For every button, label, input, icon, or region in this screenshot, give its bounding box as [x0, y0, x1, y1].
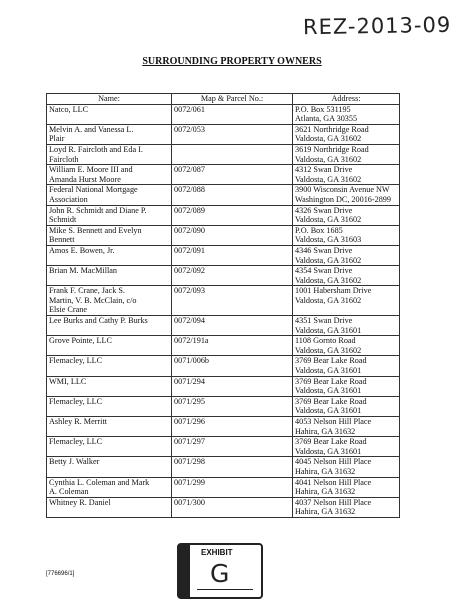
address-cell — [293, 225, 400, 245]
owner-name-line: Plair — [49, 134, 65, 144]
address-cell — [293, 165, 400, 185]
table-row — [47, 437, 400, 457]
address-line: Valdosta, GA 31602 — [295, 154, 362, 164]
owner-name-cell — [47, 497, 172, 517]
column-header-address: Address: — [293, 94, 400, 105]
address-line: Valdosta, GA 31602 — [295, 345, 362, 355]
table-row — [47, 336, 400, 356]
owner-name-line: Association — [49, 194, 88, 204]
owner-name-cell — [47, 376, 172, 396]
table-row — [47, 165, 400, 185]
parcel-number-cell: 0071/299 — [172, 477, 293, 497]
owner-name-cell — [47, 144, 172, 164]
address-cell — [293, 497, 400, 517]
address-line: 4351 Swan Drive — [295, 316, 353, 326]
address-line: Valdosta, GA 31602 — [295, 134, 362, 144]
address-cell — [293, 417, 400, 437]
address-line: Hahira, GA 31632 — [295, 507, 356, 517]
owner-name-line: Flemacley, LLC — [49, 437, 103, 447]
address-line: Valdosta, GA 31602 — [295, 174, 362, 184]
owner-name-line: Federal National Mortgage — [49, 185, 138, 195]
parcel-number-cell: 0072/191a — [172, 336, 293, 356]
owner-name-cell — [47, 185, 172, 205]
parcel-number-cell: 0071/300 — [172, 497, 293, 517]
owner-name-line: Betty J. Walker — [49, 457, 100, 467]
address-cell — [293, 477, 400, 497]
address-line: 3769 Bear Lake Road — [295, 356, 367, 366]
owner-name-line: Amanda Hurst Moore — [49, 174, 121, 184]
owner-name-line: Martin, V. B. McClain, c/o — [49, 295, 137, 305]
owner-name-line: A. Coleman — [49, 487, 89, 497]
address-cell — [293, 286, 400, 316]
address-line: 1108 Gornto Road — [295, 336, 356, 346]
parcel-number-cell: 0071/006b — [172, 356, 293, 376]
owner-name-line: Lee Burks and Cathy P. Burks — [49, 316, 148, 326]
address-line: Valdosta, GA 31601 — [295, 366, 362, 376]
table-row — [47, 104, 400, 124]
exhibit-sticker — [177, 543, 263, 599]
owner-name-cell — [47, 124, 172, 144]
owner-name-line: John R. Schmidt and Diane P. — [49, 205, 147, 215]
address-cell — [293, 124, 400, 144]
address-line: Valdosta, GA 31603 — [295, 235, 362, 245]
parcel-number-cell — [172, 144, 293, 164]
owner-name-line: Brian M. MacMillan — [49, 266, 117, 276]
owner-name-cell — [47, 336, 172, 356]
owner-name-cell — [47, 205, 172, 225]
table-row — [47, 205, 400, 225]
owner-name-line: Cynthia L. Coleman and Mark — [49, 477, 150, 487]
owners-table — [46, 93, 400, 518]
address-line: Hahira, GA 31632 — [295, 487, 356, 497]
address-cell — [293, 144, 400, 164]
address-line: 3769 Bear Lake Road — [295, 396, 367, 406]
parcel-number-cell: 0072/087 — [172, 165, 293, 185]
address-line: 4037 Nelson Hill Place — [295, 497, 372, 507]
address-line: Valdosta, GA 31601 — [295, 386, 362, 396]
owner-name-cell — [47, 356, 172, 376]
address-line: 4041 Nelson Hill Place — [295, 477, 372, 487]
address-line: Valdosta, GA 31602 — [295, 215, 362, 225]
parcel-number-cell: 0072/061 — [172, 104, 293, 124]
table-row — [47, 497, 400, 517]
parcel-number-cell: 0072/094 — [172, 316, 293, 336]
owner-name-line: Bennett — [49, 235, 75, 245]
address-cell — [293, 205, 400, 225]
owner-name-cell — [47, 286, 172, 316]
address-line: Valdosta, GA 31601 — [295, 406, 362, 416]
address-cell — [293, 336, 400, 356]
owner-name-line: William E. Moore III and — [49, 165, 133, 175]
table-row — [47, 266, 400, 286]
address-line: Valdosta, GA 31602 — [295, 295, 362, 305]
address-line: Valdosta, GA 31601 — [295, 446, 362, 456]
address-line: 3619 Northridge Road — [295, 144, 369, 154]
sticker-brand-band — [179, 545, 190, 597]
address-line: 3769 Bear Lake Road — [295, 437, 367, 447]
parcel-number-cell: 0072/090 — [172, 225, 293, 245]
address-line: 4312 Swan Drive — [295, 165, 353, 175]
owner-name-line: Ashley R. Merritt — [49, 417, 107, 426]
parcel-number-cell: 0072/093 — [172, 286, 293, 316]
owner-name-cell — [47, 225, 172, 245]
owner-name-line: Mike S. Bennett and Evelyn — [49, 225, 142, 235]
address-line: Hahira, GA 31632 — [295, 426, 356, 436]
exhibit-label: EXHIBIT — [201, 548, 233, 557]
address-line: Atlanta, GA 30355 — [295, 114, 358, 124]
table-row — [47, 457, 400, 477]
table-row — [47, 477, 400, 497]
address-cell — [293, 266, 400, 286]
table-row — [47, 185, 400, 205]
address-cell — [293, 104, 400, 124]
parcel-number-cell: 0071/298 — [172, 457, 293, 477]
owner-name-cell — [47, 316, 172, 336]
address-cell — [293, 437, 400, 457]
parcel-number-cell: 0071/297 — [172, 437, 293, 457]
address-cell — [293, 356, 400, 376]
column-header-name: Name: — [47, 94, 172, 105]
table-row — [47, 396, 400, 416]
owner-name-cell — [47, 417, 172, 437]
owner-name-line: Elsie Crane — [49, 305, 87, 315]
owner-name-cell — [47, 104, 172, 124]
address-line: 3621 Northridge Road — [295, 124, 369, 134]
owner-name-cell — [47, 266, 172, 286]
parcel-number-cell: 0072/089 — [172, 205, 293, 225]
address-cell — [293, 185, 400, 205]
table-row — [47, 286, 400, 316]
page-title: SURROUNDING PROPERTY OWNERS — [142, 56, 322, 67]
owner-name-cell — [47, 477, 172, 497]
owner-name-cell — [47, 165, 172, 185]
table-row — [47, 245, 400, 265]
owner-name-line: Flemacley, LLC — [49, 396, 103, 406]
column-header-parcel: Map & Parcel No.: — [172, 94, 293, 105]
sticker-brand-text: ALL-STATE LEGAL — [191, 546, 198, 594]
address-line: 4354 Swan Drive — [295, 266, 353, 276]
address-line: 4053 Nelson Hill Place — [295, 417, 372, 426]
address-line: 3769 Bear Lake Road — [295, 376, 367, 386]
owner-name-line: Grove Pointe, LLC — [49, 336, 112, 346]
owner-name-cell — [47, 245, 172, 265]
address-line: 4346 Swan Drive — [295, 245, 353, 255]
parcel-number-cell: 0072/088 — [172, 185, 293, 205]
address-line: Hahira, GA 31632 — [295, 466, 356, 476]
address-cell — [293, 245, 400, 265]
owner-name-line: Faircloth — [49, 154, 79, 164]
parcel-number-cell: 0071/296 — [172, 417, 293, 437]
address-cell — [293, 396, 400, 416]
document-id-footnote: [776696/1] — [46, 571, 75, 577]
address-line: 4326 Swan Drive — [295, 205, 353, 215]
parcel-number-cell: 0072/091 — [172, 245, 293, 265]
owner-name-line: Schmidt — [49, 215, 77, 225]
table-row — [47, 225, 400, 245]
owner-name-cell — [47, 437, 172, 457]
exhibit-underline — [197, 589, 253, 590]
owner-name-line: Melvin A. and Vanessa L. — [49, 124, 134, 134]
owner-name-line: Flemacley, LLC — [49, 356, 103, 366]
handwritten-reference: REZ-2013-09 — [302, 12, 452, 40]
address-line: 4045 Nelson Hill Place — [295, 457, 372, 467]
address-line: Washington DC, 20016-2899 — [295, 194, 391, 204]
table-row — [47, 316, 400, 336]
exhibit-value: G — [210, 559, 230, 588]
address-line: Valdosta, GA 31601 — [295, 325, 362, 335]
table-row — [47, 417, 400, 437]
parcel-number-cell: 0071/294 — [172, 376, 293, 396]
address-cell — [293, 376, 400, 396]
address-line: Valdosta, GA 31602 — [295, 255, 362, 265]
table-row — [47, 124, 400, 144]
address-line: P.O. Box 531195 — [295, 104, 351, 114]
owner-name-line: Whitney R. Daniel — [49, 497, 111, 507]
owner-name-line: Loyd R. Faircloth and Eda I. — [49, 144, 143, 154]
table-row — [47, 356, 400, 376]
owner-name-cell — [47, 457, 172, 477]
owner-name-line: Amos E. Bowen, Jr. — [49, 245, 115, 255]
address-line: Valdosta, GA 31602 — [295, 275, 362, 285]
address-line: P.O. Box 1685 — [295, 225, 343, 235]
table-header-row — [47, 94, 400, 105]
owner-name-line: Frank F. Crane, Jack S. — [49, 286, 125, 296]
parcel-number-cell: 0072/092 — [172, 266, 293, 286]
owner-name-line: WMI, LLC — [49, 376, 87, 386]
address-line: 3900 Wisconsin Avenue NW — [295, 185, 390, 195]
address-cell — [293, 457, 400, 477]
table-row — [47, 376, 400, 396]
address-cell — [293, 316, 400, 336]
address-line: 1001 Habersham Drive — [295, 286, 372, 296]
table-row — [47, 144, 400, 164]
parcel-number-cell: 0071/295 — [172, 396, 293, 416]
owner-name-line: Natco, LLC — [49, 104, 89, 114]
parcel-number-cell: 0072/053 — [172, 124, 293, 144]
owner-name-cell — [47, 396, 172, 416]
